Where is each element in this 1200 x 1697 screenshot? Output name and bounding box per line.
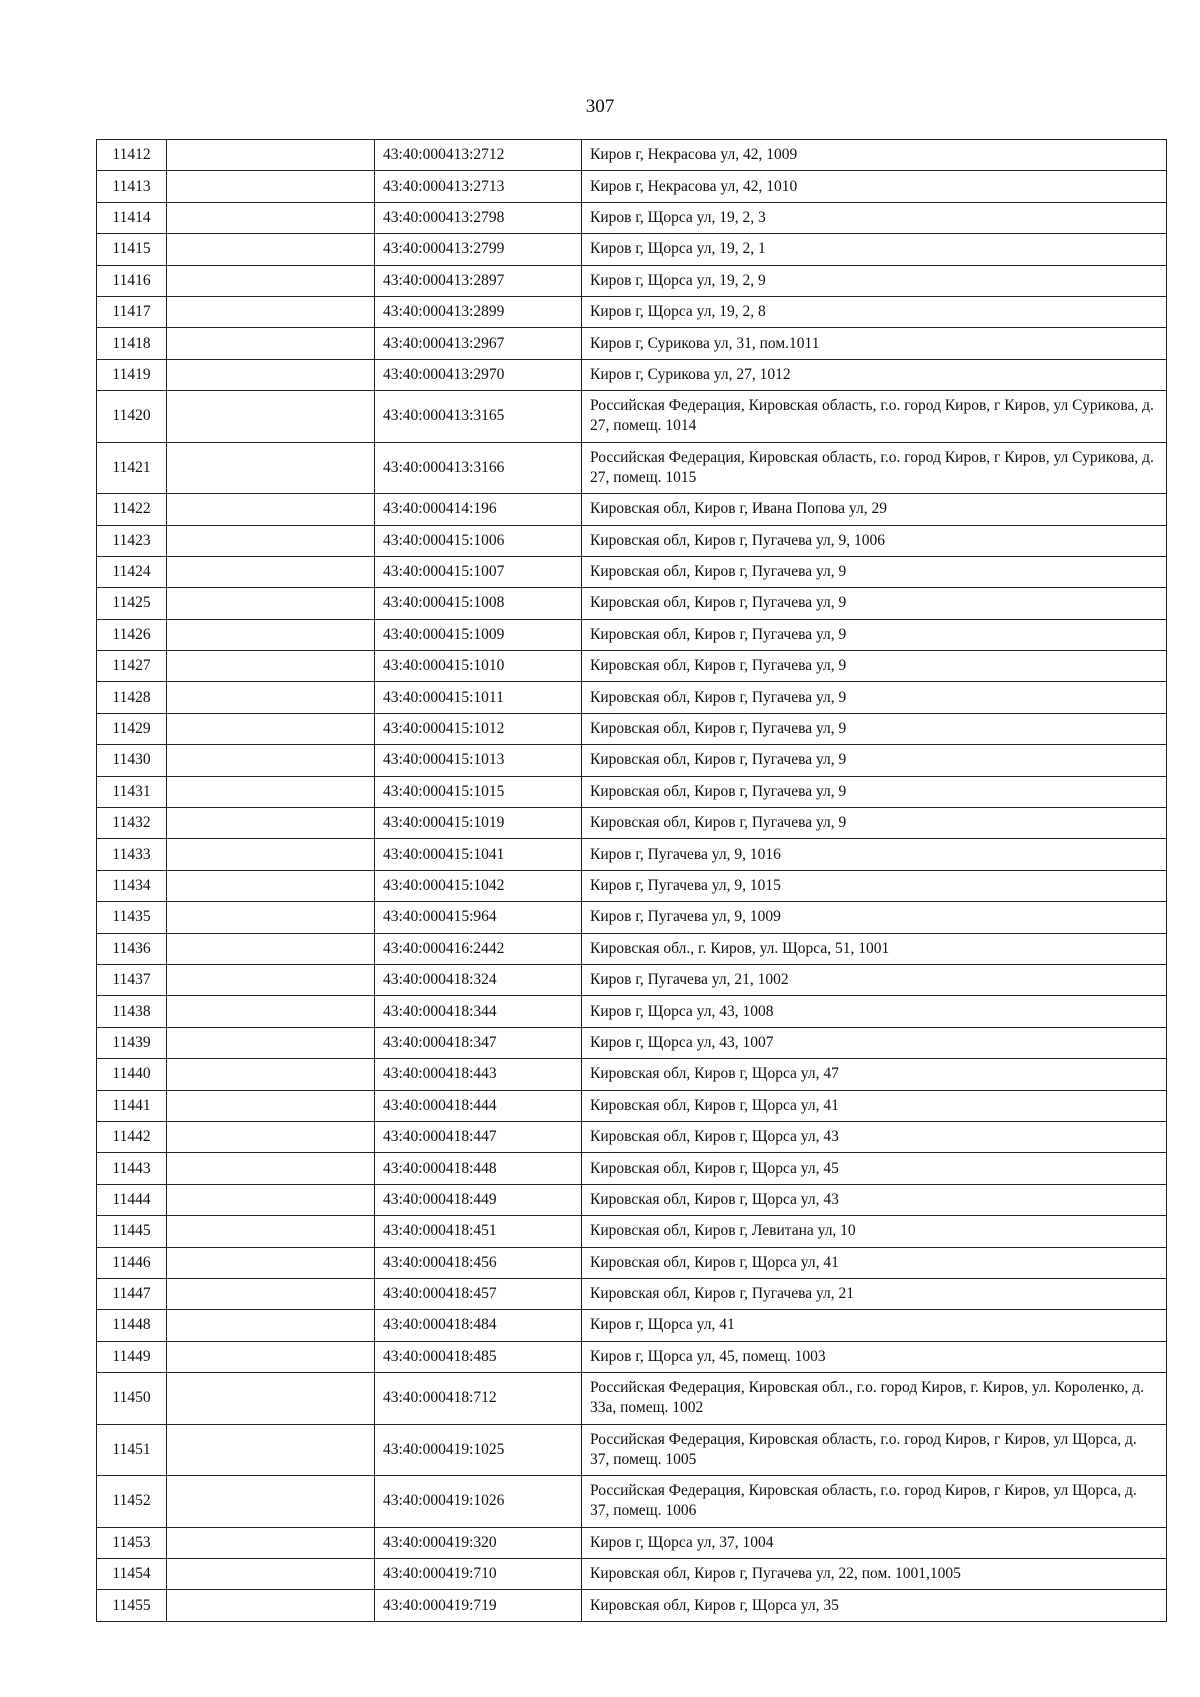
cadastral-number-cell: 43:40:000415:1013 — [375, 745, 582, 776]
table-row — [97, 651, 1167, 682]
row-number-cell: 11433 — [97, 839, 167, 870]
cadastral-number-cell: 43:40:000415:1015 — [375, 776, 582, 807]
address-cell: Киров г, Пугачева ул, 9, 1015 — [582, 870, 1167, 901]
cadastral-number-cell: 43:40:000415:1009 — [375, 619, 582, 650]
cadastral-number-cell: 43:40:000415:964 — [375, 902, 582, 933]
address-cell: Киров г, Некрасова ул, 42, 1010 — [582, 171, 1167, 202]
table-row — [97, 839, 1167, 870]
cadastral-number-cell: 43:40:000415:1019 — [375, 808, 582, 839]
address-cell: Российская Федерация, Кировская обл., г.о. город Киров, г. Киров, ул. Короленко, д. 33а, помещ. 1002 — [582, 1373, 1167, 1425]
empty-cell — [167, 964, 375, 995]
row-number-cell: 11429 — [97, 713, 167, 744]
empty-cell — [167, 1184, 375, 1215]
address-cell: Кировская обл, Киров г, Щорса ул, 47 — [582, 1059, 1167, 1090]
address-cell: Кировская обл, Киров г, Пугачева ул, 9 — [582, 619, 1167, 650]
address-cell: Кировская обл, Киров г, Пугачева ул, 22, пом. 1001,1005 — [582, 1558, 1167, 1589]
cadastral-number-cell: 43:40:000413:2967 — [375, 328, 582, 359]
empty-cell — [167, 140, 375, 171]
empty-cell — [167, 1216, 375, 1247]
address-cell: Кировская обл, Киров г, Ивана Попова ул, 29 — [582, 494, 1167, 525]
table-row — [97, 1278, 1167, 1309]
address-cell: Киров г, Щорса ул, 37, 1004 — [582, 1527, 1167, 1558]
empty-cell — [167, 1558, 375, 1589]
empty-cell — [167, 1027, 375, 1058]
cadastral-number-cell: 43:40:000418:324 — [375, 964, 582, 995]
table-row — [97, 391, 1167, 443]
empty-cell — [167, 1590, 375, 1621]
address-cell: Кировская обл, Киров г, Щорса ул, 45 — [582, 1153, 1167, 1184]
row-number-cell: 11426 — [97, 619, 167, 650]
empty-cell — [167, 494, 375, 525]
cadastral-number-cell: 43:40:000419:1026 — [375, 1476, 582, 1528]
row-number-cell: 11418 — [97, 328, 167, 359]
empty-cell — [167, 1341, 375, 1372]
address-cell: Киров г, Пугачева ул, 9, 1016 — [582, 839, 1167, 870]
table-row — [97, 202, 1167, 233]
table-row — [97, 1310, 1167, 1341]
empty-cell — [167, 1121, 375, 1152]
address-cell: Киров г, Щорса ул, 43, 1008 — [582, 996, 1167, 1027]
table-row — [97, 933, 1167, 964]
address-cell: Кировская обл, Киров г, Щорса ул, 35 — [582, 1590, 1167, 1621]
empty-cell — [167, 996, 375, 1027]
address-cell: Киров г, Пугачева ул, 9, 1009 — [582, 902, 1167, 933]
cadastral-number-cell: 43:40:000413:2799 — [375, 234, 582, 265]
address-cell: Киров г, Щорса ул, 19, 2, 8 — [582, 296, 1167, 327]
table-row — [97, 713, 1167, 744]
address-cell: Кировская обл, Киров г, Пугачева ул, 9 — [582, 682, 1167, 713]
empty-cell — [167, 1424, 375, 1476]
table-row — [97, 1247, 1167, 1278]
cadastral-number-cell: 43:40:000419:710 — [375, 1558, 582, 1589]
cadastral-number-cell: 43:40:000415:1008 — [375, 588, 582, 619]
table-row — [97, 1027, 1167, 1058]
table-row — [97, 745, 1167, 776]
cadastral-number-cell: 43:40:000418:451 — [375, 1216, 582, 1247]
address-cell: Российская Федерация, Кировская область, г.о. город Киров, г Киров, ул Сурикова, д. 27, помещ. 1014 — [582, 391, 1167, 443]
table-row — [97, 494, 1167, 525]
row-number-cell: 11422 — [97, 494, 167, 525]
table-row — [97, 1527, 1167, 1558]
row-number-cell: 11440 — [97, 1059, 167, 1090]
cadastral-number-cell: 43:40:000418:449 — [375, 1184, 582, 1215]
row-number-cell: 11434 — [97, 870, 167, 901]
row-number-cell: 11424 — [97, 556, 167, 587]
address-cell: Кировская обл, Киров г, Пугачева ул, 9 — [582, 713, 1167, 744]
cadastral-number-cell: 43:40:000419:1025 — [375, 1424, 582, 1476]
address-cell: Кировская обл, Киров г, Щорса ул, 43 — [582, 1121, 1167, 1152]
table-row — [97, 171, 1167, 202]
row-number-cell: 11421 — [97, 442, 167, 494]
empty-cell — [167, 202, 375, 233]
table-row — [97, 265, 1167, 296]
address-cell: Кировская обл, Киров г, Щорса ул, 43 — [582, 1184, 1167, 1215]
address-cell: Киров г, Щорса ул, 19, 2, 1 — [582, 234, 1167, 265]
table-row — [97, 1121, 1167, 1152]
address-cell: Кировская обл, Киров г, Пугачева ул, 9 — [582, 776, 1167, 807]
cadastral-number-cell: 43:40:000415:1042 — [375, 870, 582, 901]
empty-cell — [167, 391, 375, 443]
row-number-cell: 11423 — [97, 525, 167, 556]
row-number-cell: 11427 — [97, 651, 167, 682]
row-number-cell: 11435 — [97, 902, 167, 933]
cadastral-number-cell: 43:40:000415:1011 — [375, 682, 582, 713]
empty-cell — [167, 902, 375, 933]
table-row — [97, 808, 1167, 839]
address-cell: Киров г, Щорса ул, 19, 2, 9 — [582, 265, 1167, 296]
table-row — [97, 1590, 1167, 1621]
cadastral-number-cell: 43:40:000418:457 — [375, 1278, 582, 1309]
address-cell: Киров г, Щорса ул, 41 — [582, 1310, 1167, 1341]
empty-cell — [167, 745, 375, 776]
row-number-cell: 11455 — [97, 1590, 167, 1621]
table-row — [97, 296, 1167, 327]
row-number-cell: 11412 — [97, 140, 167, 171]
cadastral-number-cell: 43:40:000416:2442 — [375, 933, 582, 964]
cadastral-number-cell: 43:40:000415:1010 — [375, 651, 582, 682]
row-number-cell: 11437 — [97, 964, 167, 995]
empty-cell — [167, 1090, 375, 1121]
empty-cell — [167, 933, 375, 964]
address-cell: Кировская обл, Киров г, Щорса ул, 41 — [582, 1090, 1167, 1121]
cadastral-number-cell: 43:40:000413:2897 — [375, 265, 582, 296]
table-row — [97, 1059, 1167, 1090]
cadastral-number-cell: 43:40:000413:2970 — [375, 359, 582, 390]
table-row — [97, 140, 1167, 171]
row-number-cell: 11416 — [97, 265, 167, 296]
cadastral-number-cell: 43:40:000413:2712 — [375, 140, 582, 171]
address-cell: Российская Федерация, Кировская область, г.о. город Киров, г Киров, ул Сурикова, д. 27, помещ. 1015 — [582, 442, 1167, 494]
registry-table — [96, 139, 1167, 1622]
address-cell: Киров г, Сурикова ул, 27, 1012 — [582, 359, 1167, 390]
table-row — [97, 1424, 1167, 1476]
row-number-cell: 11420 — [97, 391, 167, 443]
row-number-cell: 11438 — [97, 996, 167, 1027]
row-number-cell: 11451 — [97, 1424, 167, 1476]
row-number-cell: 11453 — [97, 1527, 167, 1558]
cadastral-number-cell: 43:40:000413:2899 — [375, 296, 582, 327]
table-row — [97, 870, 1167, 901]
cadastral-number-cell: 43:40:000414:196 — [375, 494, 582, 525]
address-cell: Кировская обл, Киров г, Пугачева ул, 9 — [582, 651, 1167, 682]
address-cell: Киров г, Пугачева ул, 21, 1002 — [582, 964, 1167, 995]
empty-cell — [167, 682, 375, 713]
empty-cell — [167, 234, 375, 265]
address-cell: Кировская обл, Киров г, Пугачева ул, 9 — [582, 808, 1167, 839]
table-row — [97, 682, 1167, 713]
cadastral-number-cell: 43:40:000418:484 — [375, 1310, 582, 1341]
cadastral-number-cell: 43:40:000415:1012 — [375, 713, 582, 744]
cadastral-number-cell: 43:40:000418:448 — [375, 1153, 582, 1184]
empty-cell — [167, 1476, 375, 1528]
cadastral-number-cell: 43:40:000413:2713 — [375, 171, 582, 202]
empty-cell — [167, 870, 375, 901]
empty-cell — [167, 1247, 375, 1278]
table-row — [97, 1558, 1167, 1589]
address-cell: Российская Федерация, Кировская область, г.о. город Киров, г Киров, ул Щорса, д. 37, помещ. 1006 — [582, 1476, 1167, 1528]
cadastral-number-cell: 43:40:000419:719 — [375, 1590, 582, 1621]
row-number-cell: 11441 — [97, 1090, 167, 1121]
row-number-cell: 11444 — [97, 1184, 167, 1215]
row-number-cell: 11417 — [97, 296, 167, 327]
empty-cell — [167, 171, 375, 202]
empty-cell — [167, 359, 375, 390]
empty-cell — [167, 1278, 375, 1309]
empty-cell — [167, 588, 375, 619]
row-number-cell: 11447 — [97, 1278, 167, 1309]
cadastral-number-cell: 43:40:000418:347 — [375, 1027, 582, 1058]
row-number-cell: 11454 — [97, 1558, 167, 1589]
empty-cell — [167, 651, 375, 682]
empty-cell — [167, 713, 375, 744]
table-row — [97, 776, 1167, 807]
cadastral-number-cell: 43:40:000418:712 — [375, 1373, 582, 1425]
table-row — [97, 1216, 1167, 1247]
row-number-cell: 11436 — [97, 933, 167, 964]
row-number-cell: 11430 — [97, 745, 167, 776]
address-cell: Кировская обл., г. Киров, ул. Щорса, 51, 1001 — [582, 933, 1167, 964]
cadastral-number-cell: 43:40:000415:1041 — [375, 839, 582, 870]
table-row — [97, 359, 1167, 390]
table-row — [97, 1090, 1167, 1121]
address-cell: Кировская обл, Киров г, Пугачева ул, 9 — [582, 556, 1167, 587]
cadastral-number-cell: 43:40:000415:1007 — [375, 556, 582, 587]
row-number-cell: 11425 — [97, 588, 167, 619]
empty-cell — [167, 1373, 375, 1425]
row-number-cell: 11413 — [97, 171, 167, 202]
table-row — [97, 902, 1167, 933]
table-row — [97, 328, 1167, 359]
address-cell: Кировская обл, Киров г, Пугачева ул, 9 — [582, 588, 1167, 619]
cadastral-number-cell: 43:40:000418:444 — [375, 1090, 582, 1121]
table-row — [97, 1341, 1167, 1372]
empty-cell — [167, 808, 375, 839]
address-cell: Киров г, Щорса ул, 43, 1007 — [582, 1027, 1167, 1058]
address-cell: Российская Федерация, Кировская область, г.о. город Киров, г Киров, ул Щорса, д. 37, помещ. 1005 — [582, 1424, 1167, 1476]
table-row — [97, 1153, 1167, 1184]
address-cell: Киров г, Щорса ул, 45, помещ. 1003 — [582, 1341, 1167, 1372]
table-row — [97, 1373, 1167, 1425]
cadastral-number-cell: 43:40:000419:320 — [375, 1527, 582, 1558]
cadastral-number-cell: 43:40:000415:1006 — [375, 525, 582, 556]
address-cell: Киров г, Некрасова ул, 42, 1009 — [582, 140, 1167, 171]
row-number-cell: 11443 — [97, 1153, 167, 1184]
row-number-cell: 11415 — [97, 234, 167, 265]
page-number: 307 — [585, 96, 615, 117]
table-row — [97, 996, 1167, 1027]
empty-cell — [167, 776, 375, 807]
row-number-cell: 11446 — [97, 1247, 167, 1278]
table-row — [97, 964, 1167, 995]
address-cell: Кировская обл, Киров г, Левитана ул, 10 — [582, 1216, 1167, 1247]
empty-cell — [167, 1527, 375, 1558]
row-number-cell: 11450 — [97, 1373, 167, 1425]
registry-table-body — [97, 140, 1167, 1622]
empty-cell — [167, 296, 375, 327]
table-row — [97, 588, 1167, 619]
table-row — [97, 1476, 1167, 1528]
empty-cell — [167, 839, 375, 870]
table-row — [97, 442, 1167, 494]
row-number-cell: 11445 — [97, 1216, 167, 1247]
table-row — [97, 525, 1167, 556]
address-cell: Кировская обл, Киров г, Пугачева ул, 21 — [582, 1278, 1167, 1309]
row-number-cell: 11449 — [97, 1341, 167, 1372]
row-number-cell: 11431 — [97, 776, 167, 807]
cadastral-number-cell: 43:40:000413:2798 — [375, 202, 582, 233]
empty-cell — [167, 328, 375, 359]
cadastral-number-cell: 43:40:000418:447 — [375, 1121, 582, 1152]
empty-cell — [167, 442, 375, 494]
address-cell: Кировская обл, Киров г, Щорса ул, 41 — [582, 1247, 1167, 1278]
row-number-cell: 11448 — [97, 1310, 167, 1341]
empty-cell — [167, 1059, 375, 1090]
cadastral-number-cell: 43:40:000418:485 — [375, 1341, 582, 1372]
cadastral-number-cell: 43:40:000418:456 — [375, 1247, 582, 1278]
cadastral-number-cell: 43:40:000413:3165 — [375, 391, 582, 443]
row-number-cell: 11439 — [97, 1027, 167, 1058]
empty-cell — [167, 1310, 375, 1341]
row-number-cell: 11442 — [97, 1121, 167, 1152]
table-row — [97, 556, 1167, 587]
row-number-cell: 11419 — [97, 359, 167, 390]
cadastral-number-cell: 43:40:000413:3166 — [375, 442, 582, 494]
table-row — [97, 1184, 1167, 1215]
address-cell: Киров г, Сурикова ул, 31, пом.1011 — [582, 328, 1167, 359]
empty-cell — [167, 556, 375, 587]
empty-cell — [167, 265, 375, 296]
row-number-cell: 11414 — [97, 202, 167, 233]
table-row — [97, 619, 1167, 650]
row-number-cell: 11432 — [97, 808, 167, 839]
empty-cell — [167, 525, 375, 556]
empty-cell — [167, 619, 375, 650]
table-row — [97, 234, 1167, 265]
row-number-cell: 11428 — [97, 682, 167, 713]
address-cell: Киров г, Щорса ул, 19, 2, 3 — [582, 202, 1167, 233]
cadastral-number-cell: 43:40:000418:443 — [375, 1059, 582, 1090]
row-number-cell: 11452 — [97, 1476, 167, 1528]
address-cell: Кировская обл, Киров г, Пугачева ул, 9 — [582, 745, 1167, 776]
empty-cell — [167, 1153, 375, 1184]
address-cell: Кировская обл, Киров г, Пугачева ул, 9, 1006 — [582, 525, 1167, 556]
cadastral-number-cell: 43:40:000418:344 — [375, 996, 582, 1027]
